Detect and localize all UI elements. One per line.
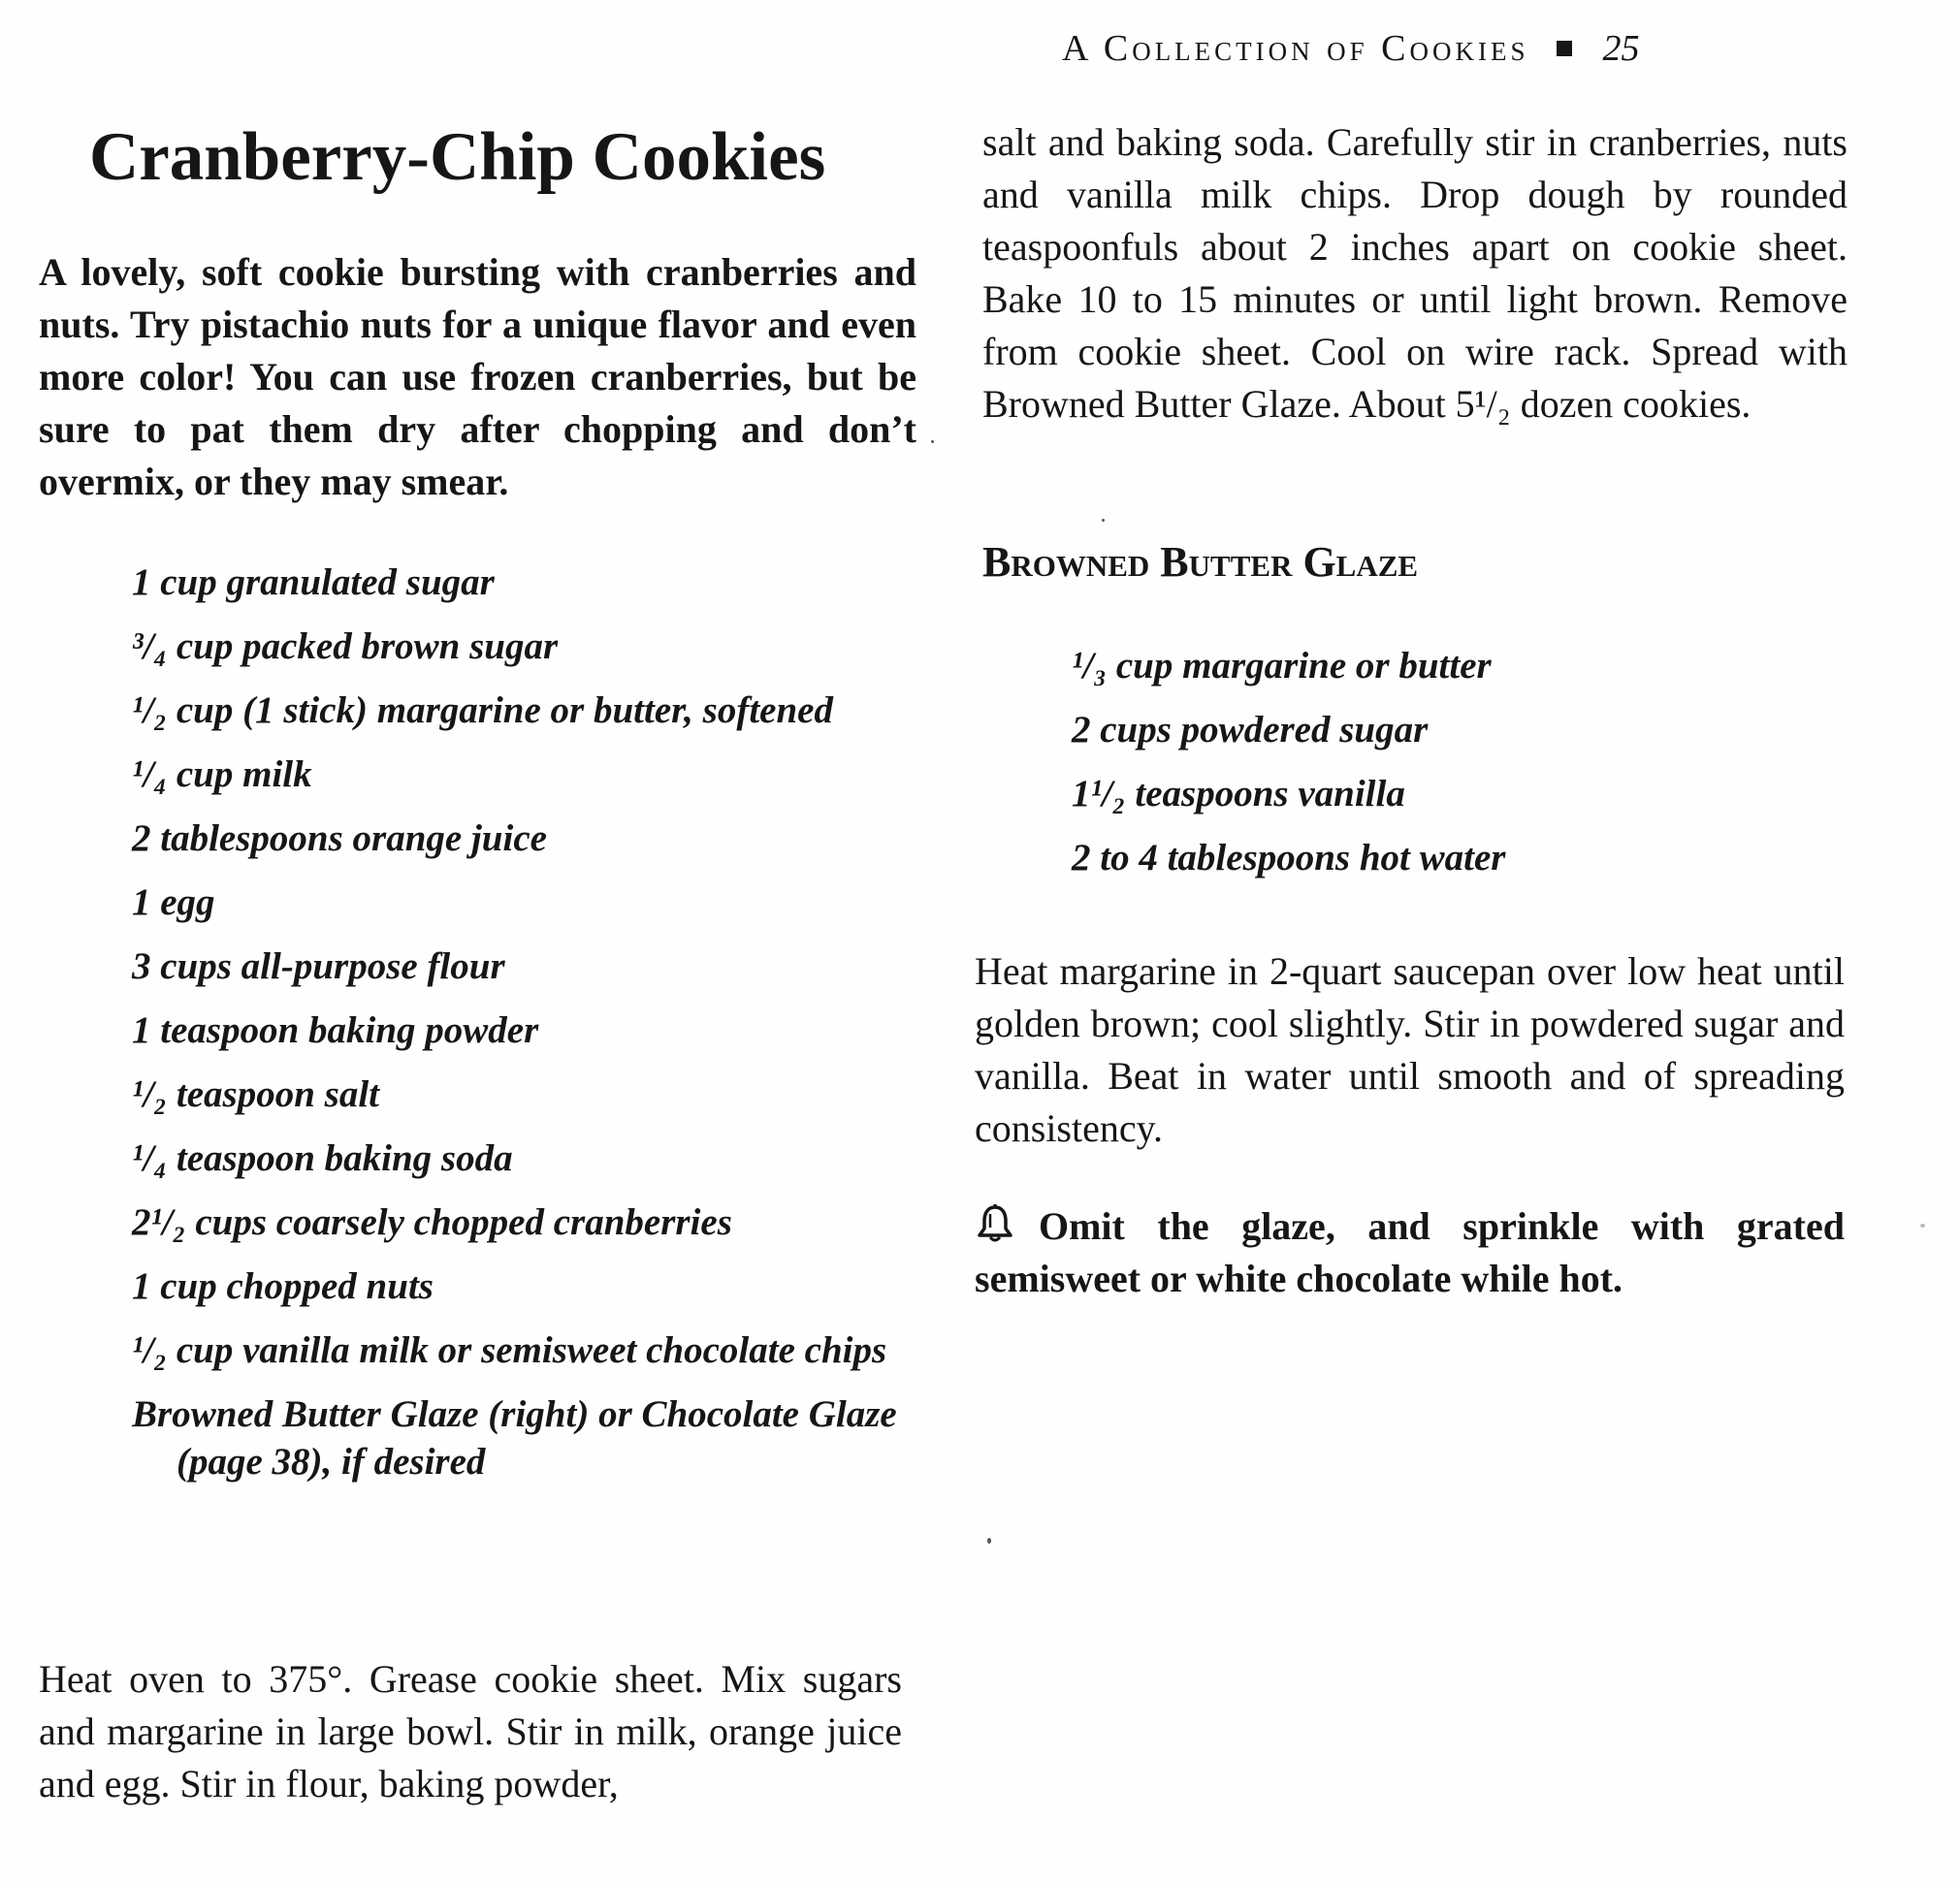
bell-icon bbox=[975, 1204, 1015, 1243]
tip-text: Omit the glaze, and sprinkle with grated semisweet or white chocolate while hot. bbox=[975, 1204, 1845, 1300]
scan-speck bbox=[987, 1538, 991, 1544]
ingredient-item: ¹/₄ teaspoon baking soda bbox=[132, 1137, 513, 1179]
ingredient-item: 1 teaspoon baking powder bbox=[132, 1009, 539, 1051]
glaze-ingredient-list bbox=[1072, 642, 1809, 898]
method-paragraph-continued: salt and baking soda. Carefully stir in cranberries, nuts and vanilla milk chips. Drop dough by rounded teaspoonfuls about 2 inches apart on cookie sheet. Bake 10 to 15 minutes or until light brown. Remove from cookie sheet. Cool on wire rack. Spread with Browned Butter Glaze. About 5¹/₂ dozen cookies. bbox=[982, 120, 1848, 426]
recipe-intro: A lovely, soft cookie bursting with cranberries and nuts. Try pistachio nuts for a unique flavor and even more color! You can use frozen cranberries, but be sure to pat them dry after chopping and don’t overmix, or they may smear. bbox=[39, 250, 916, 503]
page-number: 25 bbox=[1602, 28, 1640, 69]
ingredient-item: 1 egg bbox=[132, 881, 215, 923]
ingredient-item: 1 cup chopped nuts bbox=[132, 1265, 434, 1307]
method-paragraph-start: Heat oven to 375°. Grease cookie sheet. Mix sugars and margarine in large bowl. Stir in milk, orange juice and egg. Stir in flour, baking powder, bbox=[39, 1657, 902, 1805]
running-header bbox=[1062, 19, 1852, 78]
ingredient-item: Browned Butter Glaze (right) or Chocolate Glaze (page 38), if desired bbox=[132, 1393, 897, 1483]
running-header-title: A Collection of Cookies bbox=[1062, 28, 1529, 69]
ingredient-item: 2¹/₂ cups coarsely chopped cranberries bbox=[132, 1201, 732, 1243]
ingredient-item: ¹/₂ cup vanilla milk or semisweet chocolate chips bbox=[132, 1329, 887, 1371]
scan-speck bbox=[1920, 1224, 1925, 1228]
ingredient-item: 2 tablespoons orange juice bbox=[132, 817, 547, 859]
ingredient-item: ¹/₄ cup milk bbox=[132, 753, 312, 795]
glaze-ingredient-item: 2 cups powdered sugar bbox=[1072, 709, 1429, 750]
glaze-ingredient-item: ¹/₃ cup margarine or butter bbox=[1072, 645, 1492, 687]
glaze-ingredient-item: 1¹/₂ teaspoons vanilla bbox=[1072, 773, 1405, 814]
tip-note bbox=[975, 1200, 1845, 1305]
glaze-heading: Browned Butter Glaze bbox=[982, 538, 1419, 586]
ingredient-list bbox=[132, 559, 908, 1502]
ingredient-item: 1 cup granulated sugar bbox=[132, 561, 495, 603]
ingredient-item: ³/₄ cup packed brown sugar bbox=[132, 625, 559, 667]
square-bullet-icon bbox=[1557, 41, 1572, 56]
ingredient-item: ¹/₂ teaspoon salt bbox=[132, 1073, 379, 1115]
glaze-method: Heat margarine in 2-quart saucepan over low heat until golden brown; cool slightly. Stir in powdered sugar and vanilla. Beat in water until smooth and of spreading consistency. bbox=[975, 949, 1845, 1150]
scan-speck bbox=[931, 440, 934, 443]
ingredient-item: ¹/₂ cup (1 stick) margarine or butter, softened bbox=[132, 689, 833, 731]
ingredient-item: 3 cups all-purpose flour bbox=[132, 945, 505, 987]
scan-speck bbox=[1102, 519, 1105, 522]
glaze-ingredient-item: 2 to 4 tablespoons hot water bbox=[1072, 837, 1506, 878]
recipe-title: Cranberry-Chip Cookies bbox=[89, 119, 826, 195]
